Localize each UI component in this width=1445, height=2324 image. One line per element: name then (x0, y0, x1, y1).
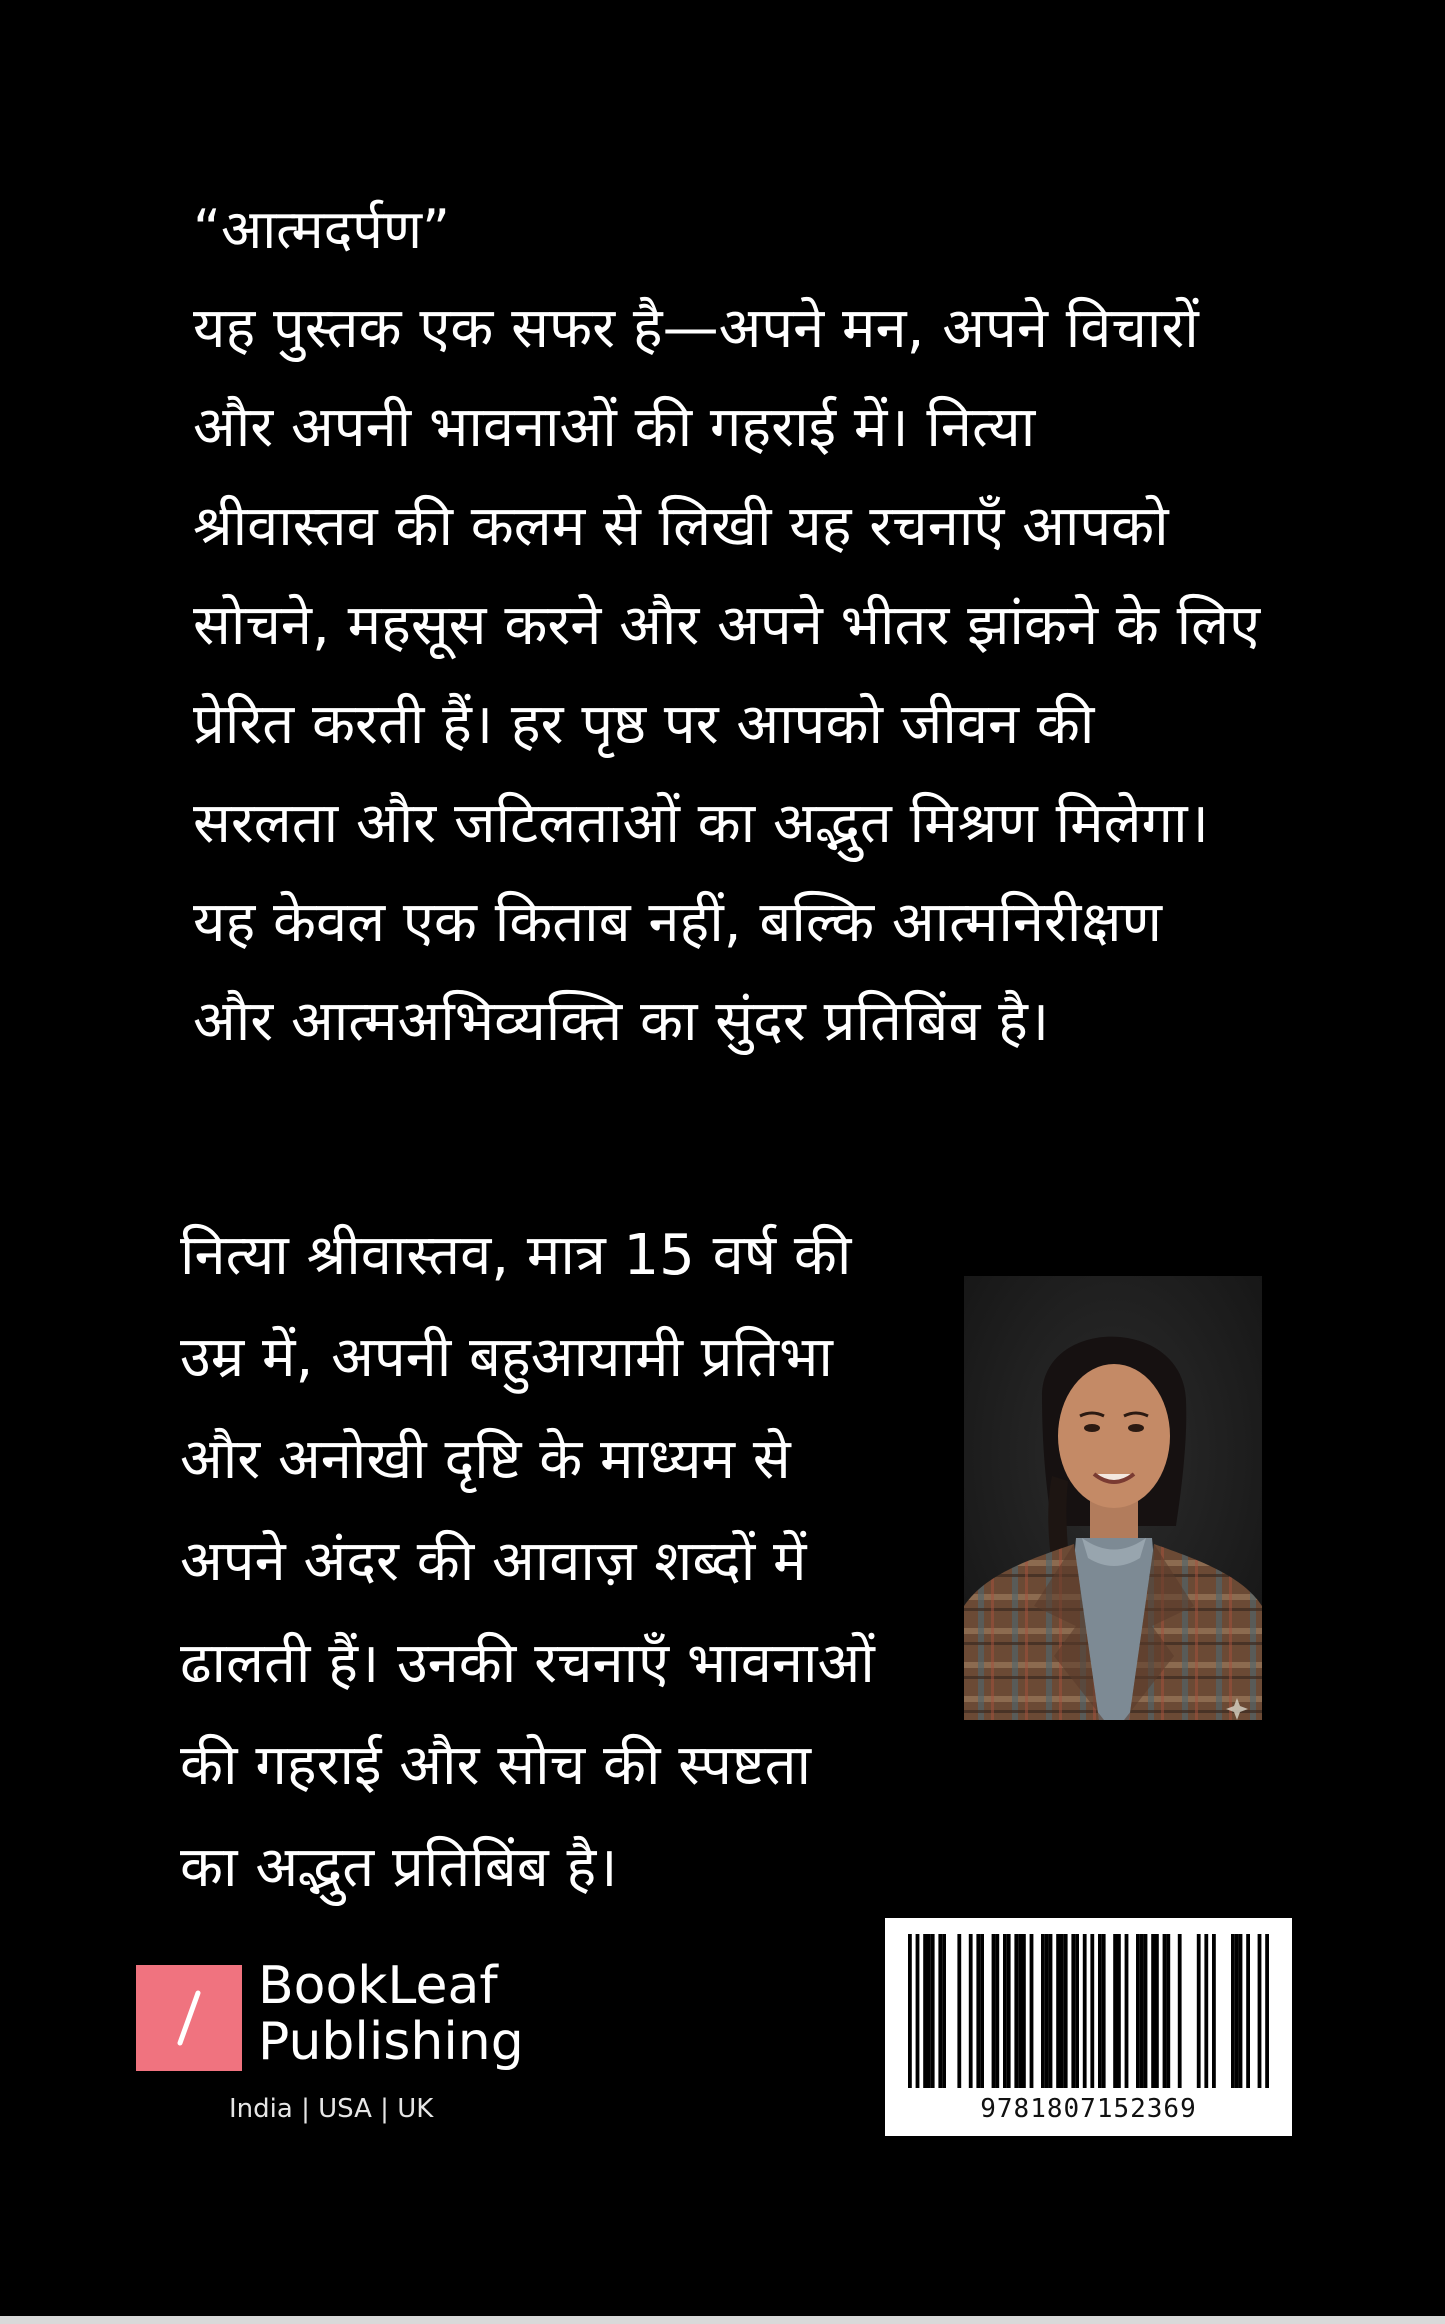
barcode-bar (1102, 1934, 1106, 2088)
blurb-line: श्रीवास्तव की कलम से लिखी यह रचनाएँ आपको (193, 494, 1169, 559)
publisher-logo-icon (136, 1965, 242, 2071)
barcode-bar (1060, 1934, 1064, 2088)
barcode-bar (1090, 1934, 1094, 2088)
barcode-bar (1144, 1934, 1148, 2088)
barcode-bar (1083, 1934, 1087, 2088)
barcode-bar (1018, 1934, 1022, 2088)
barcode-bar (969, 1934, 973, 2088)
blurb-line: प्रेरित करती हैं। हर पृष्ठ पर आपको जीवन की (193, 692, 1095, 757)
barcode-bar (938, 1934, 942, 2088)
blurb-line: यह केवल एक किताब नहीं, बल्कि आत्मनिरीक्षण (193, 890, 1162, 955)
barcode-bar (1003, 1934, 1007, 2088)
author-bio-line: अपने अंदर की आवाज़ शब्दों में (180, 1529, 807, 1594)
book-blurb (193, 180, 1273, 1071)
blurb-line: और अपनी भावनाओं की गहराई में। नित्या (193, 395, 1036, 460)
barcode-bar (931, 1934, 935, 2088)
barcode-bar (1022, 1934, 1026, 2088)
barcode-bar (1140, 1934, 1144, 2088)
barcode-bar (1197, 1934, 1201, 2088)
barcode-bar (1265, 1934, 1269, 2088)
publisher-name-line1: BookLeaf (258, 1956, 498, 2016)
book-title: “आत्मदर्पण” (193, 198, 450, 261)
barcode-bar (1212, 1934, 1216, 2088)
author-bio-line: नित्या श्रीवास्तव, मात्र 15 वर्ष की (180, 1223, 852, 1288)
barcode-bar (1235, 1934, 1239, 2088)
blurb-line: और आत्मअभिव्यक्ति का सुंदर प्रतिबिंब है। (193, 989, 1050, 1054)
barcode-bar (1056, 1934, 1060, 2088)
barcode-bar (1155, 1934, 1159, 2088)
barcode-bar (1151, 1934, 1155, 2088)
author-bio-line: का अद्भुत प्रतिबिंब है। (180, 1835, 618, 1900)
barcode-bar (916, 1934, 920, 2088)
barcode-bar (1071, 1934, 1075, 2088)
barcode-bar (1125, 1934, 1129, 2088)
barcode-bar (1166, 1934, 1170, 2088)
barcode-bar (1064, 1934, 1068, 2088)
publisher-name-line2: Publishing (258, 2012, 524, 2072)
barcode-bar (923, 1934, 927, 2088)
barcode-bar (1113, 1934, 1117, 2088)
barcode-bar (980, 1934, 984, 2088)
publisher-regions: India | USA | UK (229, 2094, 434, 2124)
barcode-bar (1098, 1934, 1102, 2088)
author-bio-line: ढालती हैं। उनकी रचनाएँ भावनाओं (180, 1631, 875, 1696)
author-bio-line: की गहराई और सोच की स्पष्टता (180, 1733, 812, 1798)
barcode-bar (976, 1934, 980, 2088)
barcode-bar (992, 1934, 996, 2088)
author-bio (180, 1205, 910, 1919)
barcode-bar (942, 1934, 946, 2088)
barcode-bar (1231, 1934, 1235, 2088)
barcode-bar (1007, 1934, 1011, 2088)
bottom-edge (0, 2316, 1445, 2324)
barcode-bar (1136, 1934, 1140, 2088)
barcode-bar (1178, 1934, 1182, 2088)
author-bio-line: उम्र में, अपनी बहुआयामी प्रतिभा (180, 1325, 833, 1390)
barcode-bar (957, 1934, 961, 2088)
author-photo (964, 1276, 1262, 1720)
barcode-bar (1075, 1934, 1079, 2088)
barcode-bar (1014, 1934, 1018, 2088)
blurb-line: सरलता और जटिलताओं का अद्भुत मिश्रण मिलेगा। (193, 791, 1209, 856)
barcode-bar (1045, 1934, 1049, 2088)
blurb-line: यह पुस्तक एक सफर है—अपने मन, अपने विचारों (193, 296, 1199, 361)
barcode-bar (908, 1934, 912, 2088)
barcode-bar (1258, 1934, 1262, 2088)
barcode-bar (1117, 1934, 1121, 2088)
barcode-bar (1204, 1934, 1208, 2088)
barcode-bar (1030, 1934, 1034, 2088)
barcode-bar (927, 1934, 931, 2088)
barcode-bar (1163, 1934, 1167, 2088)
isbn-number: 9781807152369 (980, 2094, 1197, 2124)
barcode-bar (1246, 1934, 1250, 2088)
author-bio-line: और अनोखी दृष्टि के माध्यम से (180, 1427, 791, 1492)
publisher-name (258, 1958, 524, 2070)
barcode-bar (1049, 1934, 1053, 2088)
barcode-bar (1239, 1934, 1243, 2088)
blurb-line: सोचने, महसूस करने और अपने भीतर झांकने के लिए (193, 593, 1261, 658)
isbn-barcode (885, 1918, 1292, 2136)
barcode-bar (995, 1934, 999, 2088)
barcode-bar (1041, 1934, 1045, 2088)
